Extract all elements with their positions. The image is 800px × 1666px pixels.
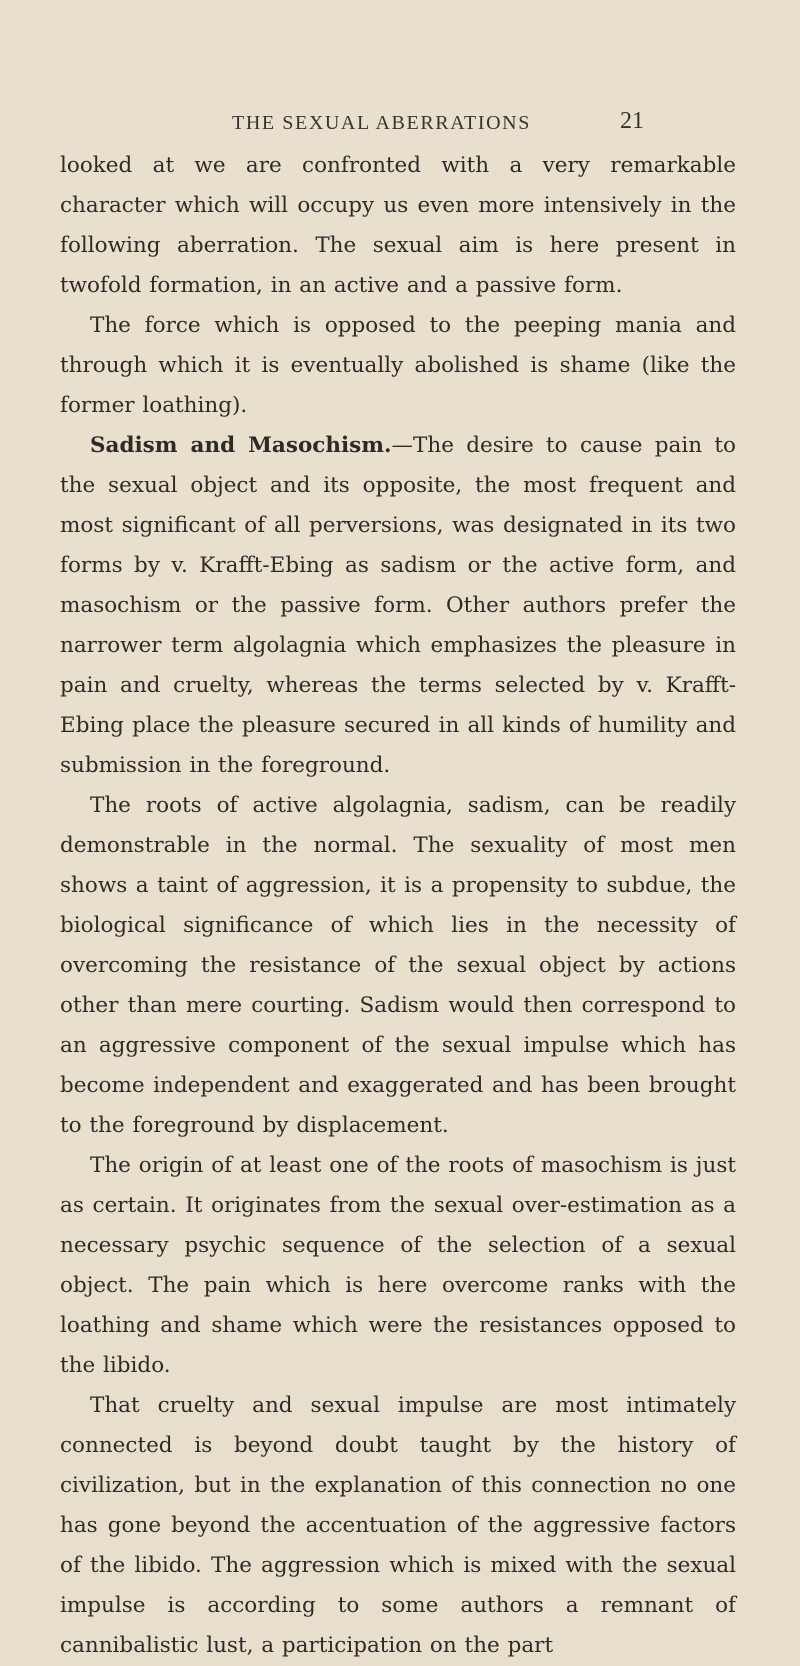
paragraph-text: The origin of at least one of the roots of masochism is just as certain. It originates from the sexual over-estimation as a necessary psychic sequence of the selection of a sexual object. The pain which is here overcome ranks with the loathing and shame which were the resistances opposed to the libido. bbox=[60, 1153, 736, 1378]
body-text bbox=[60, 146, 736, 1666]
paragraph-text: The roots of active algolagnia, sadism, can be readily demonstrable in the normal. The sexuality of most men shows a taint of aggression, it is a propensity to subdue, the biological significance of which lies in the necessity of overcoming the resistance of the sexual object by actions other than mere courting. Sadism would then correspond to an aggressive component of the sexual impulse which has become independent and exaggerated and has been brought to the foreground by displacement. bbox=[60, 793, 736, 1138]
section-heading: Sadism and Masochism. bbox=[90, 433, 392, 458]
running-title: THE SEXUAL ABERRATIONS bbox=[232, 112, 531, 134]
paragraph bbox=[60, 1146, 736, 1386]
paragraph-text: The force which is opposed to the peeping mania and through which it is eventually abolished is shame (like the former loathing). bbox=[60, 313, 736, 418]
paragraph-text: looked at we are confronted with a very remarkable character which will occupy us even more intensively in the following aberration. The sexual aim is here present in twofold formation, in an active and a passive form. bbox=[60, 153, 736, 298]
paragraph bbox=[60, 786, 736, 1146]
paragraph bbox=[60, 306, 736, 426]
paragraph-text: —The desire to cause pain to the sexual object and its opposite, the most frequent and most significant of all perversions, was designated in its two forms by v. Krafft-Ebing as sadism or the active form, and masochism or the passive form. Other authors prefer the narrower term algolagnia which emphasizes the pleasure in pain and cruelty, whereas the terms selected by v. Krafft-Ebing place the pleasure secured in all kinds of humility and submission in the foreground. bbox=[60, 433, 736, 778]
page-number: 21 bbox=[620, 108, 644, 134]
paragraph-text: That cruelty and sexual impulse are most intimately connected is beyond doubt taught by the history of civilization, but in the explanation of this connection no one has gone beyond the accentuation of the aggressive factors of the libido. The aggression which is mixed with the sexual impulse is according to some authors a remnant of cannibalistic lust, a participation on the part bbox=[60, 1393, 736, 1658]
paragraph bbox=[60, 426, 736, 786]
running-head bbox=[0, 106, 800, 138]
paragraph bbox=[60, 146, 736, 306]
paragraph bbox=[60, 1386, 736, 1666]
